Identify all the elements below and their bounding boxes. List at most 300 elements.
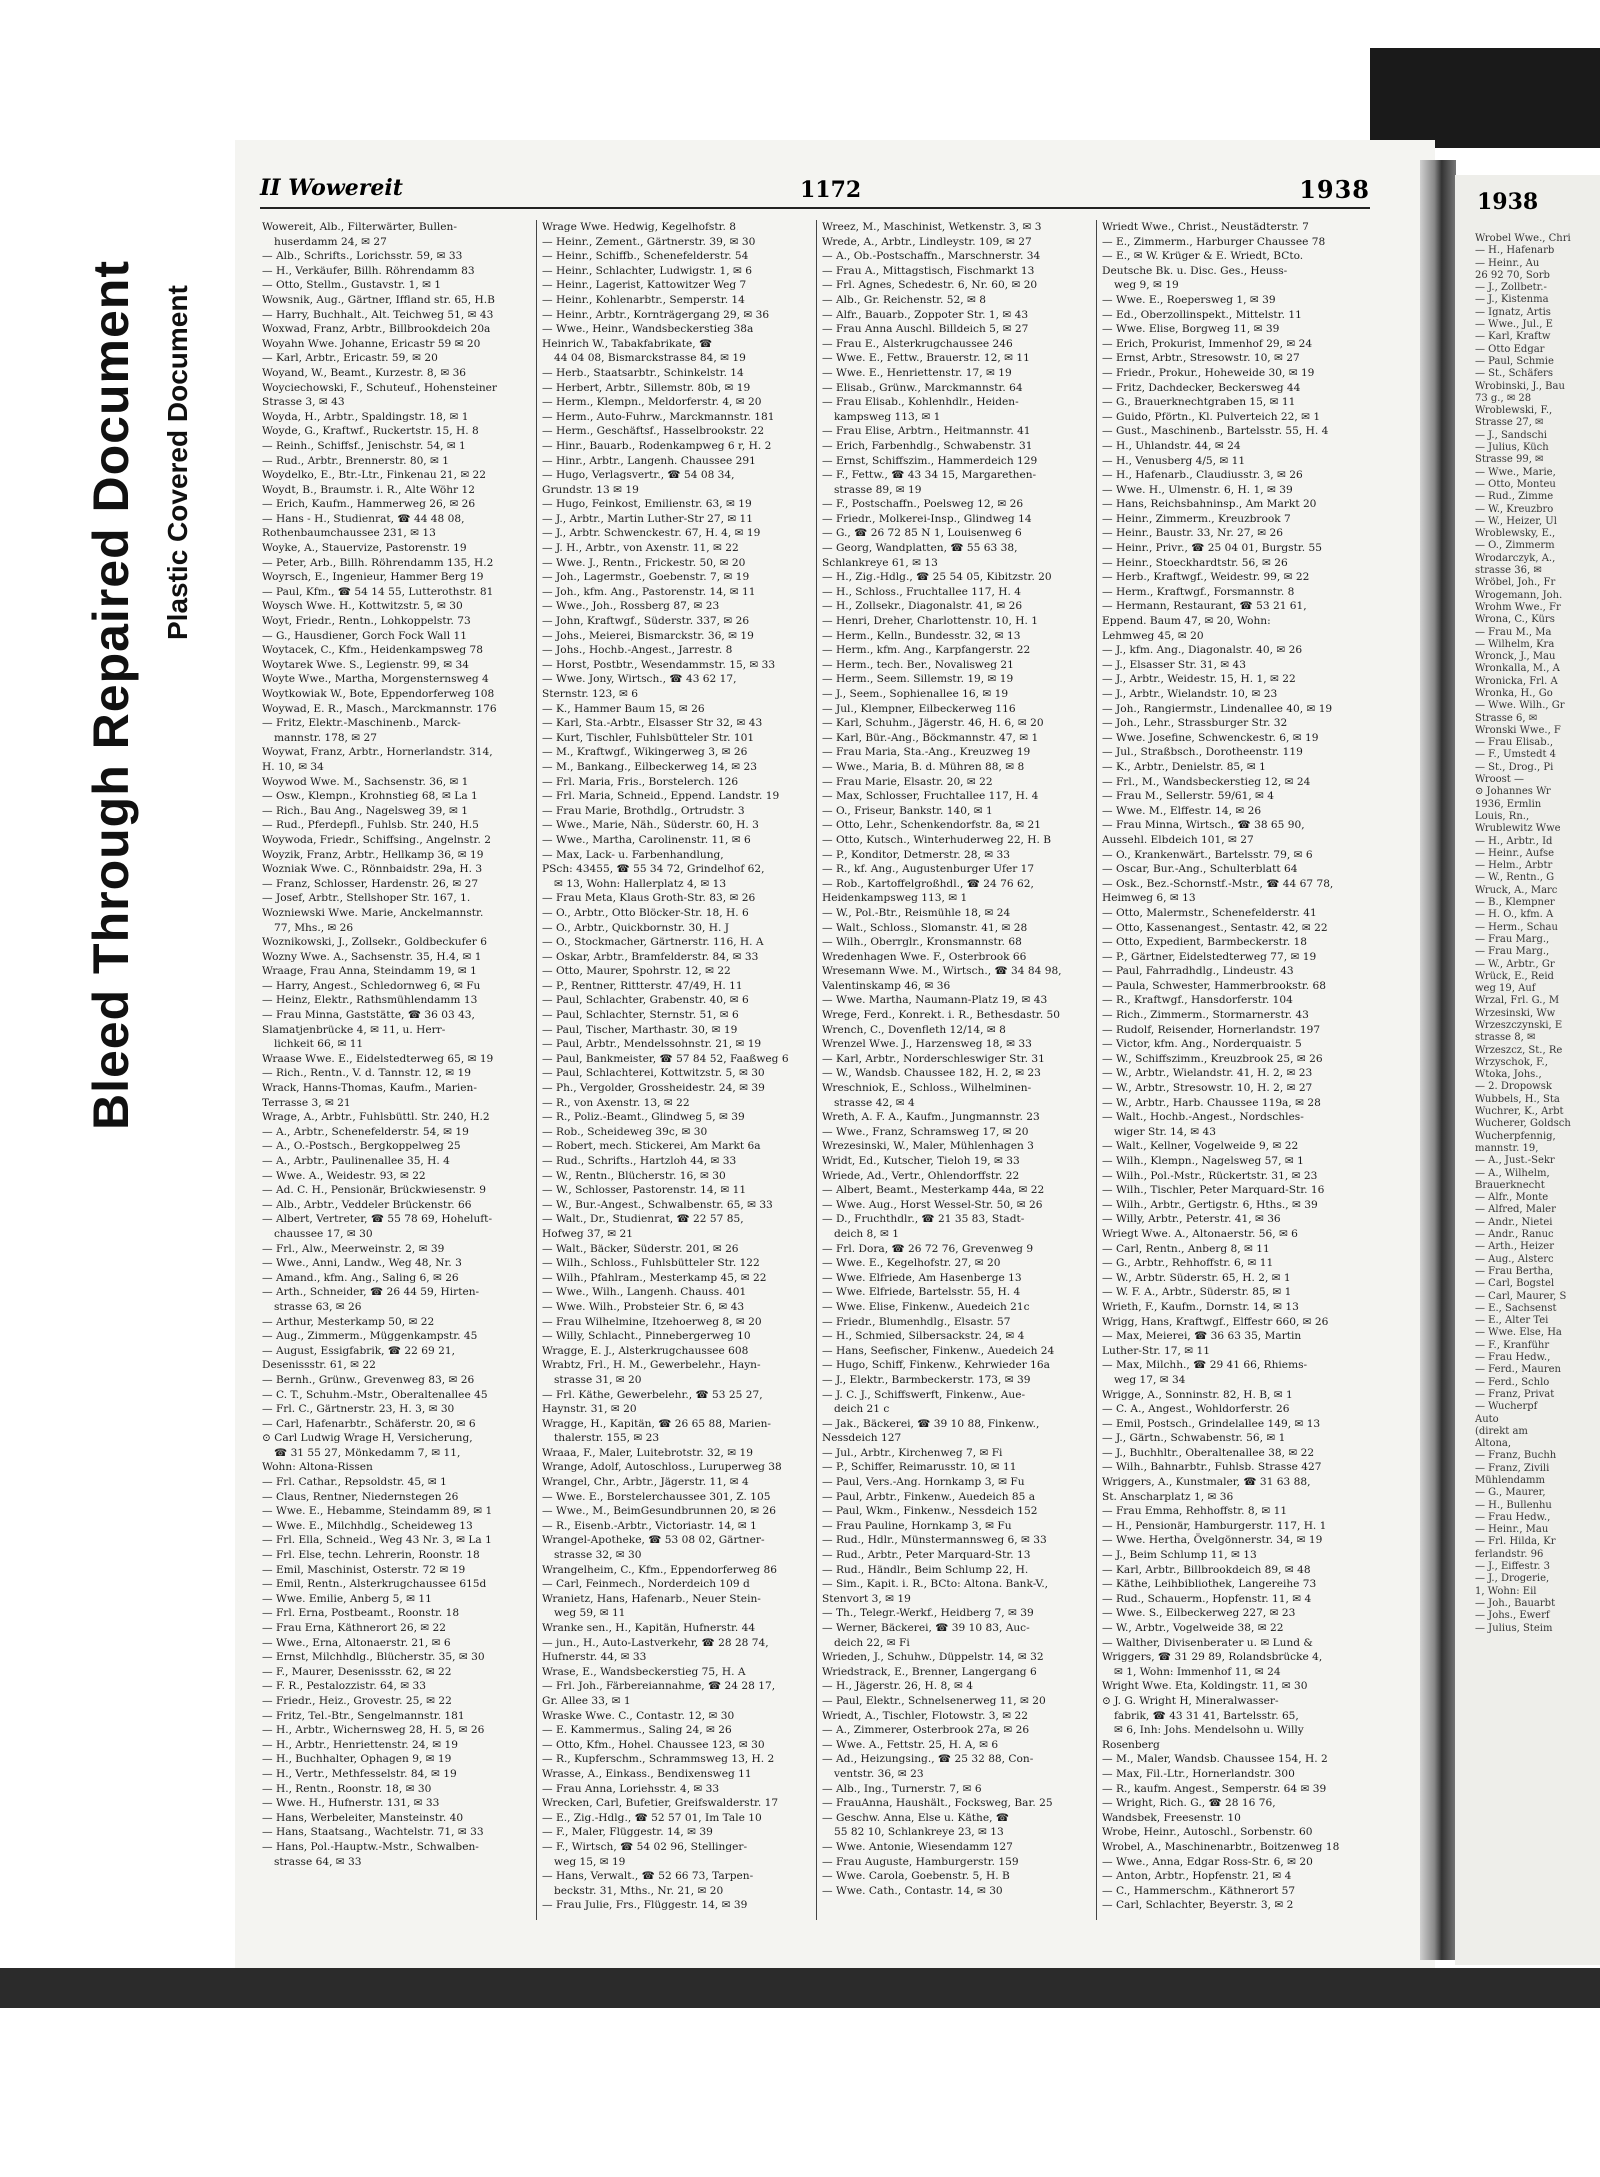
directory-entry: — F., Postschaffn., Poelsweg 12, ✉ 26 [822,498,1024,511]
facing-page-entry: Wronicka, Frl. A [1475,675,1558,687]
facing-page-entry: — Andr., Nietei [1475,1216,1553,1228]
directory-entry: — D., Fruchthdlr., ☎ 21 35 83, Stadt- [822,1213,1025,1226]
facing-page-entry: 26 92 70, Sorb [1475,269,1550,281]
directory-entry: Hofweg 37, ✉ 21 [542,1227,633,1240]
directory-entry: — Heinr., Zimmerm., Kreuzbrook 7 [1102,512,1291,525]
directory-entry: — H., Schmied, Silbersackstr. 24, ✉ 4 [822,1330,1025,1343]
directory-entry: — R., Eisenb.-Arbtr., Victoriastr. 14, ✉ 1 [542,1519,757,1532]
directory-entry: Wrenzel Wwe. J., Harzensweg 18, ✉ 33 [822,1038,1032,1051]
facing-page-entry: — Otto, Monteu [1475,478,1556,490]
directory-entry: — Sim., Kapit. i. R., BCto: Altona. Bank-V., [822,1578,1049,1591]
facing-page-entry: Wubbels, H., Sta [1475,1093,1560,1105]
directory-entry: kampsweg 113, ✉ 1 [834,410,941,423]
directory-entry: — Emil, Rentn., Alsterkrugchaussee 615d [262,1578,487,1591]
facing-page-entry: Wroblewski, F., [1475,405,1553,417]
directory-entry: — Wwe., Martha, Carolinenstr. 11, ✉ 6 [542,833,751,846]
directory-entry: — Rud., Arbtr., Peter Marquard-Str. 13 [822,1549,1031,1562]
directory-entry: Woyda, H., Arbtr., Spaldingstr. 18, ✉ 1 [262,410,469,423]
facing-page-entry: — Frau Elisab., [1475,737,1554,749]
directory-entry: — Wwe. A., Weidestr. 93, ✉ 22 [262,1169,426,1182]
facing-page-entry: Wrzesinski, Ww [1475,1007,1556,1019]
directory-entry: — Walt., Bäcker, Süderstr. 201, ✉ 26 [542,1242,739,1255]
directory-entry: 77, Mhs., ✉ 26 [274,921,354,934]
facing-page-entry: 73 g., ✉ 28 [1475,392,1532,404]
directory-entry: — Frau Anna, Loriehsstr. 4, ✉ 33 [542,1782,720,1795]
facing-page-entry: — Ferd., Schlo [1475,1376,1550,1388]
directory-entry: — Erich, Farbenhdlg., Schwabenstr. 31 [822,439,1033,452]
directory-entry: — F. R., Pestalozzistr. 64, ✉ 33 [262,1680,426,1693]
directory-entry: — Frau Auguste, Hamburgerstr. 159 [822,1855,1019,1868]
directory-entry: — W., Arbtr., Wielandstr. 41, H. 2, ✉ 23 [1102,1067,1313,1080]
directory-entry: Luther-Str. 17, ✉ 11 [1102,1344,1210,1357]
directory-entry: — H., Buchhalter, Ophagen 9, ✉ 19 [262,1753,452,1766]
directory-entry: — Frau Elise, Arbtrn., Heitmannstr. 41 [822,425,1031,438]
facing-page-entry: — Franz, Zivili [1475,1462,1550,1474]
book-gutter [1420,160,1456,1960]
facing-page-entry: Brauerknecht [1475,1179,1545,1191]
directory-entry: — P., Konditor, Detmerstr. 28, ✉ 33 [822,848,1010,861]
directory-entry: — Frau Pauline, Hornkamp 3, ✉ Fu [822,1519,1012,1532]
directory-entry: Wranke sen., H., Kapitän, Hufnerstr. 44 [542,1622,756,1634]
facing-page-entry: — J., Sandschi [1475,429,1547,441]
directory-entry: — Frl., M., Wandsbeckerstieg 12, ✉ 24 [1102,775,1311,788]
directory-entry: Slamatjenbrücke 4, ✉ 11, u. Herr- [262,1023,446,1036]
directory-entry: — Carl, Feinmech., Norderdeich 109 d [542,1578,750,1591]
directory-entry: — Alb., Schrifts., Lorichsstr. 59, ✉ 33 [262,250,463,263]
directory-entry: — Peter, Arb., Billh. Röhrendamm 135, H.2 [262,556,494,569]
facing-page-entry: — H., Arbtr., Id [1475,835,1553,847]
directory-entry: — Johs., Hochb.-Angest., Jarrestr. 8 [542,644,733,657]
directory-entry: — Ernst, Schiffszim., Hammerdeich 129 [822,454,1038,467]
facing-page-entry: Wronkalla, M., A [1475,663,1560,675]
directory-entry: — Rich., Bau Ang., Nagelsweg 39, ✉ 1 [262,804,468,817]
directory-entry: — Osk., Bez.-Schornstf.-Mstr., ☎ 44 67 78, [1102,877,1334,890]
facing-page-entry: — E., Sachsenst [1475,1302,1557,1314]
directory-entry: — Wilh., Arbtr., Gertigstr. 6, Hths., ✉ 39 [1102,1198,1318,1211]
directory-entry: 44 04 08, Bismarckstrasse 84, ✉ 19 [554,352,746,365]
directory-entry: — Rud., Händlr., Beim Schlump 22, H. [822,1563,1029,1576]
directory-entry: — Frl. Ella, Schneid., Weg 43 Nr. 3, ✉ La 1 [262,1534,492,1547]
directory-entry: — Wwe. Cath., Contastr. 14, ✉ 30 [822,1884,1003,1897]
facing-page-entry: — Alfr., Monte [1475,1192,1549,1204]
directory-entry: Wreth, A. F. A., Kaufm., Jungmannstr. 23 [822,1111,1040,1124]
directory-entry: — J., Beim Schlump 11, ✉ 13 [1102,1549,1257,1562]
directory-entry: — Frl., Alw., Meerweinstr. 2, ✉ 39 [262,1242,445,1255]
directory-entry: — W., Arbtr., Stresowstr. 10, H. 2, ✉ 27 [1102,1082,1313,1095]
facing-page-entry: Wroblewsky, E., [1475,528,1556,540]
page-header-section: II Wowereit [260,175,403,201]
facing-page-entry: — Carl, Bogstel [1475,1278,1555,1290]
directory-entry: strasse 42, ✉ 4 [834,1096,915,1109]
directory-entry: — Paul, Fahrradhdlg., Lindeustr. 43 [1102,965,1294,978]
directory-entry: Woydelko, E., Btr.-Ltr., Finkenau 21, ✉ 22 [262,469,487,482]
directory-entry: — J., Arbtr., Martin Luther-Str 27, ✉ 11 [542,512,754,525]
directory-entry: — Wwe. Martha, Naumann-Platz 19, ✉ 43 [822,994,1048,1007]
directory-entry: — Frl. Erna, Postbeamt., Roonstr. 18 [262,1607,460,1620]
directory-entry: — J., Arbtr. Schwenckestr. 67, H. 4, ✉ 19 [542,527,761,540]
directory-entry: Wrieth, F., Kaufm., Dornstr. 14, ✉ 13 [1102,1300,1299,1313]
directory-entry: — H., Jägerstr. 26, H. 8, ✉ 4 [822,1680,973,1693]
directory-entry: Wrabtz, Frl., H. M., Gewerbelehr., Hayn- [542,1359,761,1372]
facing-page-entry: Mühlendamm [1475,1474,1546,1486]
facing-page-entry: Wucherpfennig, [1475,1130,1556,1142]
facing-page-entry: Wuchrer, K., Arbt [1475,1106,1564,1118]
facing-page-entry: — Franz, Privat [1475,1388,1555,1400]
directory-entry: — M., Bankang., Eilbeckerweg 14, ✉ 23 [542,760,757,773]
facing-page-entry: — Wwe., Marie, [1475,466,1556,478]
facing-page-entry: 1936, Ermlin [1475,798,1542,810]
facing-page-entry: Strasse 6, ✉ [1475,712,1538,724]
directory-entry: — H., Schloss., Fruchtallee 117, H. 4 [822,585,1021,598]
directory-entry: — Wwe. Antonie, Wiesendamm 127 [822,1840,1013,1853]
directory-entry: — Herm., Seem. Sillemstr. 19, ✉ 19 [822,673,1014,686]
directory-entry: — W., Schiffszimm., Kreuzbrook 25, ✉ 26 [1102,1052,1323,1065]
directory-entry: Wraaa, F., Maler, Luitebrotstr. 32, ✉ 19 [542,1446,753,1459]
directory-entry: — Karl, Arbtr., Billbrookdeich 89, ✉ 48 [1102,1563,1311,1576]
directory-entry: — Wilh., Oberrglr., Kronsmannstr. 68 [822,936,1022,949]
directory-entry: — Horst, Postbtr., Wesendammstr. 15, ✉ 33 [542,658,776,671]
directory-entry: Woywat, Franz, Arbtr., Hornerlandstr. 314, [262,746,493,759]
directory-entry: — M., Kraftwgf., Wikingerweg 3, ✉ 26 [542,746,748,759]
directory-entry: — Wwe., Anni, Landw., Weg 48, Nr. 3 [262,1257,462,1270]
directory-entry: — Frau Julie, Frs., Flüggestr. 14, ✉ 39 [542,1899,748,1912]
directory-column-1 [262,220,530,1920]
directory-entry: — Frau M., Sellerstr. 59/61, ✉ 4 [1102,790,1275,803]
directory-entry: — W., Arbtr. Süderstr. 65, H. 2, ✉ 1 [1102,1271,1291,1284]
directory-entry: — Georg, Wandplatten, ☎ 55 63 38, [822,542,1018,555]
directory-entry: Wrieden, J., Schuhw., Düppelstr. 14, ✉ 32 [822,1651,1044,1664]
directory-entry: — H., Arbtr., Wichernsweg 28, H. 5, ✉ 26 [262,1724,485,1737]
directory-entry: — Albert, Beamt., Mesterkamp 44a, ✉ 22 [822,1184,1045,1197]
scanner-edge-bottom [0,1968,1600,2008]
directory-column-4 [1102,220,1370,1920]
directory-entry: — Otto, Lehr., Schenkendorfstr. 8a, ✉ 21 [822,819,1042,832]
directory-entry: — Geschw. Anna, Else u. Käthe, ☎ [822,1811,1010,1824]
directory-entry: — Friedr., Molkerei-Insp., Glindweg 14 [822,512,1032,525]
directory-entry: — Ad. C. H., Pensionär, Brückwiesenstr. 9 [262,1184,486,1197]
directory-entry: — G., Brauerknechtgraben 15, ✉ 11 [1102,396,1296,409]
directory-entry: — Harry, Buchhalt., Alt. Teichweg 51, ✉ 43 [262,308,494,321]
page-year: 1938 [1299,175,1370,204]
facing-page-entries [1475,233,1600,1635]
directory-entry: — Wwe., Erna, Altonaerstr. 21, ✉ 6 [262,1636,451,1649]
directory-entry: Terrasse 3, ✉ 21 [262,1096,351,1109]
directory-entry: — Frl. Maria, Schneid., Eppend. Landstr. 19 [542,790,780,803]
directory-entry: — Frau Meta, Klaus Groth-Str. 83, ✉ 26 [542,892,756,905]
directory-entry: — J., Seem., Sophienallee 16, ✉ 19 [822,688,1009,700]
directory-entry: — H., Vertr., Methfesselstr. 84, ✉ 19 [262,1767,457,1780]
directory-entry: — F., Wirtsch, ☎ 54 02 96, Stellinger- [542,1840,748,1853]
directory-entry: — Henri, Dreher, Charlottenstr. 10, H. 1 [822,615,1038,628]
directory-entry: — Johs., Meierei, Bismarckstr. 36, ✉ 19 [542,629,754,642]
directory-entry: — Wwe. Hertha, Övelgönnerstr. 34, ✉ 19 [1102,1534,1323,1547]
directory-entry: — Joh., Rangiermstr., Lindenallee 40, ✉ 19 [1102,702,1333,715]
directory-entry: — Osw., Klempn., Krohnstieg 68, ✉ La 1 [262,790,478,803]
directory-entry: — A., Ob.-Postschaffn., Marschnerstr. 34 [822,250,1041,263]
directory-entry: — Wwe. Elfriede, Bartelsstr. 55, H. 4 [822,1286,1021,1299]
bleed-through-label: Bleed Through Repaired Document [83,260,139,1130]
directory-entry: — Alb., Ing., Turnerstr. 7, ✉ 6 [822,1782,982,1795]
directory-entry: Wowereit, Alb., Filterwärter, Bullen- [262,221,457,233]
directory-entry: — Robert, mech. Stickerei, Am Markt 6a [542,1140,761,1153]
facing-page-entry: — H., Bullenhu [1475,1499,1552,1511]
directory-entry: — Aug., Zimmerm., Müggenkampstr. 45 [262,1330,478,1343]
directory-entry: Lehmweg 45, ✉ 20 [1102,629,1204,642]
column-divider [1096,220,1097,1920]
facing-page-entry: — J., Kistenma [1475,294,1549,306]
directory-entry: — H., Zig.-Hdlg., ☎ 25 54 05, Kibitzstr. 20 [822,571,1052,584]
directory-entry: weg 9, ✉ 19 [1114,279,1179,292]
directory-entry: — Otto, Kfm., Hohel. Chaussee 123, ✉ 30 [542,1738,765,1751]
directory-entry: Woytacek, C., Kfm., Heidenkampsweg 78 [262,644,484,657]
directory-entry: — Frau E., Alsterkrugchaussee 246 [822,337,1013,350]
directory-entry: — Oskar, Arbtr., Bramfelderstr. 84, ✉ 33 [542,950,759,963]
directory-entry: Wrase, E., Wandsbeckerstieg 75, H. A [542,1665,746,1678]
directory-entry: — Paul, Bankmeister, ☎ 57 84 52, Faaßweg 6 [542,1052,789,1065]
directory-entry: — W., Schlosser, Pastorenstr. 14, ✉ 11 [542,1184,747,1197]
directory-entry: — Otto, Expedient, Barmbeckerstr. 18 [1102,936,1308,949]
directory-entry: — E., ✉ W. Krüger & E. Wriedt, BCto. [1102,250,1304,263]
directory-entry: — John, Kraftwgf., Süderstr. 337, ✉ 26 [542,615,750,628]
directory-entry: — Herm., Kelln., Bundesstr. 32, ✉ 13 [822,629,1021,642]
directory-entry: mannstr. 178, ✉ 27 [274,731,378,744]
directory-entry: — Karl, Schuhm., Jägerstr. 46, H. 6, ✉ 20 [822,717,1044,730]
facing-page-entry: Wrodarczyk, A., [1475,552,1556,564]
directory-entry: — Friedr., Heiz., Grovestr. 25, ✉ 22 [262,1694,452,1707]
facing-page-entry: — E., Alter Tei [1475,1315,1549,1327]
directory-entry: huserdamm 24, ✉ 27 [274,235,387,248]
directory-entry: — Jul., Klempner, Eilbeckerweg 116 [822,702,1016,715]
directory-entry: — Herm., Auto-Fuhrw., Marckmannstr. 181 [542,410,775,423]
directory-entry: — Frau Wilhelmine, Itzehoerweg 8, ✉ 20 [542,1315,762,1328]
facing-page-entry: — G., Maurer, [1475,1487,1546,1499]
directory-entry: — Frau Erna, Käthnerort 26, ✉ 22 [262,1622,447,1634]
directory-entry: Wrecken, Carl, Bufetier, Greifswalderstr. 17 [542,1797,779,1810]
directory-entry: — J., Elsasser Str. 31, ✉ 43 [1102,658,1247,671]
column-divider [536,220,537,1920]
facing-page-entry: — Ferd., Mauren [1475,1364,1561,1376]
directory-entry: Aussehl. Elbdeich 101, ✉ 27 [1102,833,1254,846]
directory-entry: — Otto, Kassenangest., Sentastr. 42, ✉ 22 [1102,921,1328,934]
facing-page-entry: — St., Drog., Pi [1475,761,1554,773]
directory-entry: — Hans, Staatsang., Wachtelstr. 71, ✉ 33 [262,1826,484,1839]
directory-entry: — F., Maurer, Desenissstr. 62, ✉ 22 [262,1665,452,1678]
directory-entry: — C., Hammerschm., Käthnerort 57 [1102,1884,1296,1897]
facing-page-entry: — Aug., Alsterc [1475,1253,1554,1265]
directory-entry: — K., Arbtr., Denielstr. 85, ✉ 1 [1102,760,1266,773]
facing-page-entry: Wrzeszczynski, E [1475,1020,1563,1031]
directory-entry: deich 22, ✉ Fi [834,1636,910,1649]
directory-entry: — Wwe. E., Kegelhofstr. 27, ✉ 20 [822,1257,1001,1270]
directory-entry: — Wwe. H., Hufnerstr. 131, ✉ 33 [262,1797,440,1810]
directory-entry: — FrauAnna, Haushält., Focksweg, Bar. 25 [822,1797,1053,1810]
directory-entry: Wrege, Ferd., Konrekt. i. R., Bethesdastr. 50 [822,1009,1061,1022]
facing-page-entry: — Karl, Kraftw [1475,331,1551,343]
directory-entry: — P., Rentner, Rittterstr. 47/49, H. 11 [542,979,743,992]
directory-entry: deich 8, ✉ 1 [834,1227,900,1240]
directory-entry: — Ad., Heizungsing., ☎ 25 32 88, Con- [822,1753,1034,1766]
directory-entry: Sternstr. 123, ✉ 6 [542,688,638,700]
directory-entry: — Hinr., Bauarb., Rodenkampweg 6 r, H. 2 [542,439,772,452]
directory-entry: thalerstr. 155, ✉ 23 [554,1432,660,1445]
directory-entry: Schlankreye 61, ✉ 13 [822,556,938,569]
directory-entry: — Hans, Seefischer, Finkenw., Auedeich 24 [822,1344,1055,1357]
directory-entry: — Wwe., Marie, Näh., Süderstr. 60, H. 3 [542,819,759,832]
facing-page-entry: — Frau M., Ma [1475,626,1552,638]
facing-page-entry: — W., Heizer, Ul [1475,515,1557,527]
facing-page-entry: 1, Wohn: Eil [1475,1585,1537,1597]
directory-entry: — Rud., Arbtr., Brennerstr. 80, ✉ 1 [262,454,450,467]
directory-entry: — M., Maler, Wandsb. Chaussee 154, H. 2 [1102,1753,1328,1766]
directory-entry: — Frl. Else, techn. Lehrerin, Roonstr. 18 [262,1549,480,1562]
directory-entry: — Herb., Staatsarbtr., Schinkelstr. 14 [542,366,744,379]
directory-entry: — Hinr., Arbtr., Langenh. Chaussee 291 [542,454,756,467]
directory-entry: — J., Buchhltr., Oberaltenallee 38, ✉ 22 [1102,1446,1315,1459]
facing-page-entry: Wronski Wwe., F [1475,724,1561,736]
directory-entry: — Heinz, Elektr., Rathsmühlendamm 13 [262,994,478,1007]
directory-entry: Wriegt Wwe. A., Altonaerstr. 56, ✉ 6 [1102,1227,1298,1240]
directory-entry: — Wilh., Tischler, Peter Marquard-Str. 16 [1102,1184,1325,1197]
facing-page-entry: — Otto Edgar [1475,343,1545,355]
facing-page-entry: Wrona, C., Kürs [1475,614,1555,626]
facing-page-entry: — O., Zimmerm [1475,540,1555,552]
directory-entry: — Fritz, Tel.-Btr., Sengelmannstr. 181 [262,1709,465,1722]
directory-entry: — Karl, Arbtr., Ericastr. 59, ✉ 20 [262,352,438,365]
directory-entry: — Wwe., Franz, Schramsweg 17, ✉ 20 [822,1125,1029,1138]
directory-entry: — Wwe. Elise, Finkenw., Auedeich 21c [822,1300,1030,1313]
directory-entry: — Hugo, Feinkost, Emilienstr. 63, ✉ 19 [542,498,752,511]
facing-page-entry: — Wucherpf [1475,1401,1538,1413]
directory-entry: Wragge, H., Kapitän, ☎ 26 65 88, Marien- [542,1417,771,1430]
directory-entry: — Willy, Arbtr., Peterstr. 41, ✉ 36 [1102,1213,1281,1226]
facing-page-entry: — Frau Marg., [1475,946,1550,958]
directory-entry: Woysch Wwe. H., Kottwitzstr. 5, ✉ 30 [262,600,463,613]
directory-entry: — Wwe. Elise, Borgweg 11, ✉ 39 [1102,323,1280,336]
directory-entry: — Wwe. J., Rentn., Frickestr. 50, ✉ 20 [542,556,746,569]
directory-entry: weg 59, ✉ 11 [554,1607,626,1620]
directory-entry: Heidenkampsweg 113, ✉ 1 [822,892,968,905]
directory-entry: — Walther, Divisenberater u. ✉ Lund & [1102,1636,1313,1649]
directory-entry: beckstr. 31, Mths., Nr. 21, ✉ 20 [554,1884,724,1897]
directory-entry: Wraske Wwe. C., Contastr. 12, ✉ 30 [542,1709,735,1722]
directory-entry: chaussee 17, ✉ 30 [274,1227,373,1240]
directory-entry: — J., Gärtn., Schwabenstr. 56, ✉ 1 [1102,1432,1286,1445]
directory-entry: — Herm., Geschäftsf., Hasselbrookstr. 22 [542,425,765,438]
directory-entry: — Werner, Bäckerei, ☎ 39 10 83, Auc- [822,1622,1030,1634]
facing-page-entry: — Frau Hedw., [1475,1352,1551,1364]
facing-page-entry: — J., Zollbetr.- [1475,282,1547,294]
directory-entry: — R., Kraftwgf., Hansdorferstr. 104 [1102,994,1293,1007]
facing-page-entry: — J., Eiffestr. 3 [1475,1561,1551,1573]
directory-entry: — Walt., Hochb.-Angest., Nordschles- [1102,1111,1304,1124]
directory-entry: — Frau Minna, Gaststätte, ☎ 36 03 43, [262,1009,475,1022]
directory-entry: — Max, Schlosser, Fruchtallee 117, H. 4 [822,790,1039,803]
directory-entry: — Amand., kfm. Ang., Saling 6, ✉ 26 [262,1271,459,1284]
facing-page-entry: — W., Kreuzbro [1475,503,1554,515]
directory-entry: — G., ☎ 26 72 85 N 1, Louisenweg 6 [822,527,1022,540]
facing-page-entry: — Heinr., Au [1475,257,1540,269]
directory-entry: — Emil, Maschinist, Osterstr. 72 ✉ 19 [262,1563,466,1576]
facing-page-entry: — A., Just.-Sekr [1475,1155,1555,1167]
directory-entry: Woydt, B., Braumstr. i. R., Alte Wöhr 12 [262,483,475,496]
directory-entry: — Otto, Kutsch., Winterhuderweg 22, H. B [822,833,1052,846]
directory-entry: — F., Fettw., ☎ 43 34 15, Margarethen- [822,469,1037,482]
facing-page-entry: — Joh., Bauarbt [1475,1597,1556,1609]
directory-entry: — H., Hafenarb., Claudiusstr. 3, ✉ 26 [1102,469,1303,482]
directory-entry: — Hans - H., Studienrat, ☎ 44 48 08, [262,512,465,525]
directory-entry: — Ed., Oberzollinspekt., Mittelstr. 11 [1102,308,1302,321]
directory-entry: — H., Pensionär, Hamburgerstr. 117, H. 1 [1102,1519,1327,1532]
directory-entry: — Hans, Werbeleiter, Mansteinstr. 40 [262,1811,464,1824]
directory-entry: — Guido, Pförtn., Kl. Pulverteich 22, ✉ 1 [1102,410,1321,423]
facing-page-entry: — Carl, Maurer, S [1475,1290,1567,1302]
directory-entry: — Erich, Prokurist, Immenhof 29, ✉ 24 [1102,337,1313,350]
directory-entry: Haynstr. 31, ✉ 20 [542,1403,637,1416]
directory-entry: Woyand, W., Beamt., Kurzestr. 8, ✉ 36 [262,366,467,379]
facing-page-entry: — Julius, Küch [1475,442,1549,454]
directory-entry: — Max, Meierei, ☎ 36 63 35, Martin [1102,1330,1302,1343]
facing-page-entry: — Wwe., Jul., E [1475,319,1553,331]
facing-page-entry: — Frl. Hilda, Kr [1475,1536,1556,1548]
directory-entry: — Paula, Schwester, Hammerbrookstr. 68 [1102,979,1326,992]
directory-entry: Woyrsch, E., Ingenieur, Hammer Berg 19 [262,571,484,584]
directory-entry: Strasse 3, ✉ 43 [262,396,345,409]
directory-entry: — Josef, Arbtr., Stellshoper Str. 167, 1. [262,892,471,905]
directory-entry: — P., Schiffer, Reimarusstr. 10, ✉ 11 [822,1461,1017,1474]
directory-entry: ✉ 1, Wohn: Immenhof 11, ✉ 24 [1114,1665,1281,1678]
facing-page-entry: Wucherer, Goldsch [1475,1118,1571,1130]
directory-entry: — Otto, Maurer, Spohrstr. 12, ✉ 22 [542,965,731,978]
directory-entry: — E., Zimmerm., Harburger Chaussee 78 [1102,235,1326,248]
facing-page-entry: Wrzyschok, F., [1475,1056,1548,1068]
directory-entry: — Heinr., Arbtr., Kornträgergang 29, ✉ 36 [542,308,770,321]
directory-entry: 55 82 10, Schlankreye 23, ✉ 13 [834,1826,1004,1839]
directory-entry: Wrobe, Heinr., Autoschl., Sorbenstr. 60 [1102,1826,1313,1839]
directory-entry: — Wilh., Bahnarbtr., Fuhlsb. Strasse 427 [1102,1461,1322,1474]
directory-entry: — Herm., kfm. Ang., Karpfangerstr. 22 [822,644,1031,657]
directory-entry: — R., Kupferschm., Schrammsweg 13, H. 2 [542,1753,775,1766]
directory-entry: — Hugo, Schiff, Finkenw., Kehrwieder 16a [822,1359,1050,1372]
directory-entry: Wrangel-Apotheke, ☎ 53 08 02, Gärtner- [542,1534,765,1547]
directory-entry: fabrik, ☎ 43 31 41, Bartelsstr. 65, [1114,1709,1299,1722]
directory-entry: — H., Zollsekr., Diagonalstr. 41, ✉ 26 [822,600,1023,613]
directory-entry: — Th., Telegr.-Werkf., Heidberg 7, ✉ 39 [822,1607,1034,1620]
directory-entry: — W., Wandsb. Chaussee 182, H. 2, ✉ 23 [822,1067,1041,1080]
facing-page-entry: — Julius, Steim [1475,1622,1553,1634]
directory-entry: — Heinr., Lagerist, Kattowitzer Weg 7 [542,279,747,292]
directory-entry: lichkeit 66, ✉ 11 [274,1038,364,1051]
directory-entry: Valentinskamp 46, ✉ 36 [822,979,951,992]
directory-entry: strasse 31, ✉ 20 [554,1373,642,1386]
directory-entry: — Wwe. Elfriede, Am Hasenberge 13 [822,1271,1022,1284]
directory-entry: Woywod Wwe. M., Sachsenstr. 36, ✉ 1 [262,775,469,788]
facing-page-entry: — Johs., Ewerf [1475,1610,1550,1622]
directory-entry: — O., Arbtr., Quickbornstr. 30, H. J [542,921,729,934]
directory-entry: — Paul, Kfm., ☎ 54 14 55, Lutterothstr. 81 [262,585,494,598]
scanner-edge-top [1370,48,1600,148]
directory-entry: Wrangelheim, C., Kfm., Eppendorferweg 86 [542,1563,777,1576]
directory-entry: — Elisab., Grünw., Marckmannstr. 64 [822,381,1023,394]
facing-page-entry: Wrzal, Frl. G., M [1475,995,1560,1007]
directory-entry: — Rich., Zimmerm., Stormarnerstr. 43 [1102,1009,1309,1022]
directory-entry: — Wright, Rich. G., ☎ 28 16 76, [1102,1797,1276,1810]
facing-page-entry: — St., Schäfers [1475,368,1553,380]
directory-entry: — Paul, Arbtr., Mendelssohnstr. 21, ✉ 19 [542,1038,762,1051]
directory-entry: — Arthur, Mesterkamp 50, ✉ 22 [262,1315,435,1328]
directory-entry: Wriede, Ad., Vertr., Ohlendorffstr. 22 [822,1169,1020,1182]
directory-entry: — Wilh., Schloss., Fuhlsbütteler Str. 122 [542,1257,760,1270]
directory-entry: Wriggers, ☎ 31 29 89, Rolandsbrücke 4, [1102,1651,1323,1664]
